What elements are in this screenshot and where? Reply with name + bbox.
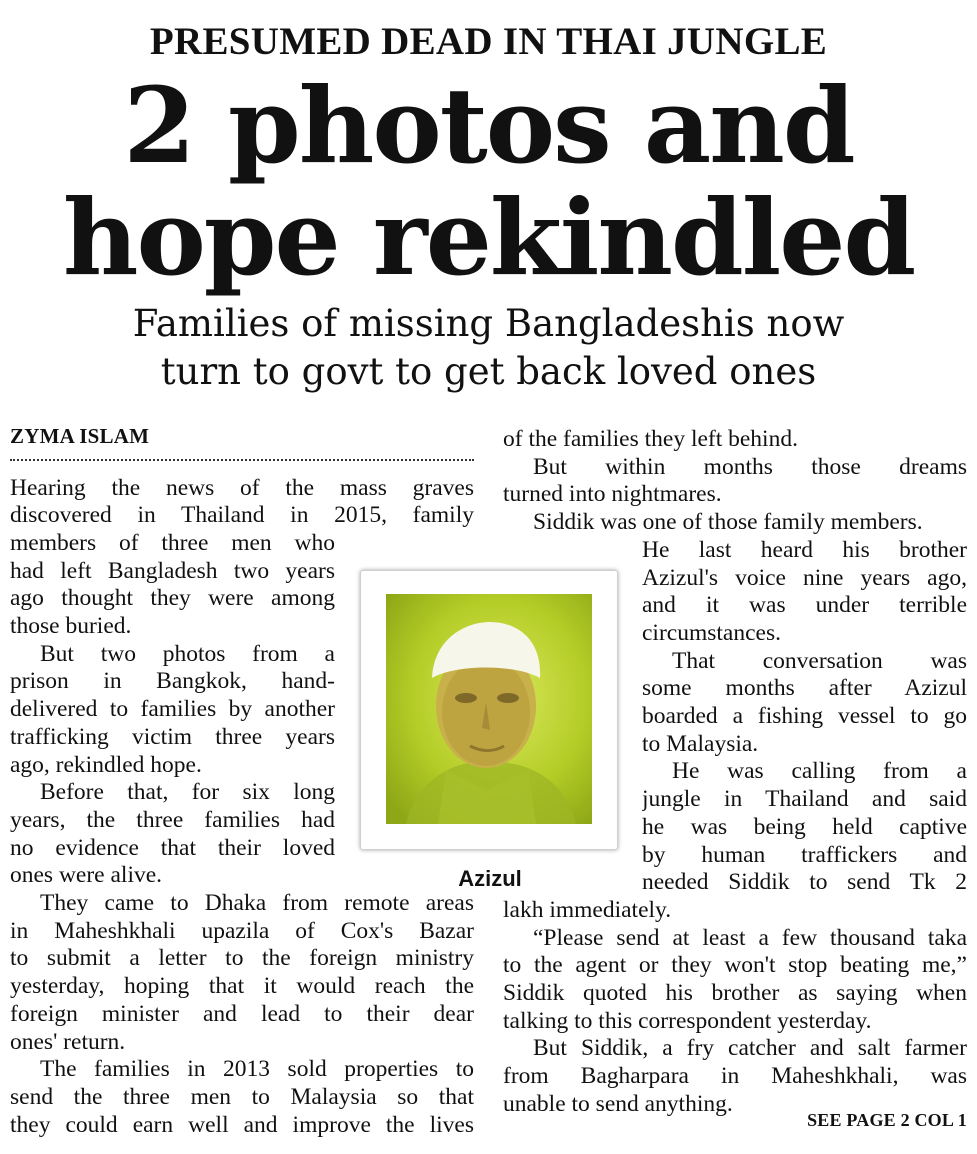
body-line: they could earn well and improve the lives	[10, 1111, 474, 1138]
byline-divider	[10, 459, 474, 461]
body-line: circumstances.	[642, 619, 781, 646]
body-line: in Maheshkhali upazila of Cox's Bazar	[10, 917, 474, 944]
body-line: boarded a fishing vessel to go	[642, 703, 967, 729]
azizul-photo	[386, 594, 592, 824]
body-line: turned into nightmares.	[503, 481, 722, 508]
body-line: needed Siddik to send Tk 2	[642, 869, 967, 896]
body-line: from Bagharpara in Maheshkhali, was	[503, 1063, 967, 1090]
body-line: Siddik was one of those family members.	[533, 509, 923, 536]
body-line: some months after Azizul	[642, 675, 967, 702]
body-line: He was calling from a	[672, 758, 967, 785]
body-line: Azizul's voice nine years ago,	[642, 564, 967, 591]
body-line: talking to this correspondent yesterday.	[503, 1007, 872, 1034]
body-line: discovered in Thailand in 2015, family	[10, 502, 474, 529]
body-line: ones were alive.	[10, 862, 163, 889]
body-line: yesterday, hoping that it would reach the	[10, 973, 474, 1000]
body-line: unable to send anything.	[503, 1090, 733, 1117]
kicker: PRESUMED DEAD IN THAI JUNGLE	[149, 20, 828, 63]
body-line: “Please send at least a few thousand taka	[533, 924, 967, 951]
body-line: years, the three families had	[10, 806, 335, 833]
body-line: members of three men who	[10, 529, 335, 556]
body-line: to Malaysia.	[642, 730, 759, 757]
body-line: prison in Bangkok, hand-	[10, 668, 335, 695]
body-line: ones' return.	[10, 1028, 126, 1055]
body-line: foreign minister and lead to their dear	[10, 1000, 474, 1027]
deck-line-2: turn to govt to get back loved ones	[160, 350, 817, 393]
body-line: of the families they left behind.	[503, 426, 798, 452]
body-line: But Siddik, a fry catcher and salt farmer	[533, 1035, 967, 1062]
body-line: delivered to families by another	[10, 696, 335, 723]
body-line: jungle in Thailand and said	[642, 786, 967, 813]
body-line: trafficking victim three years	[10, 723, 335, 750]
body-line: Hearing the news of the mass graves	[10, 474, 474, 501]
body-line: He last heard his brother	[642, 536, 967, 563]
body-line: Before that, for six long	[40, 779, 335, 806]
body-line: to submit a letter to the foreign ministry	[10, 945, 474, 972]
body-line: ago thought they were among	[10, 585, 335, 612]
body-line: The families in 2013 sold properties to	[40, 1056, 474, 1083]
body-line: by human traffickers and	[642, 841, 967, 868]
body-line: They came to Dhaka from remote areas	[40, 890, 474, 916]
body-line: and it was under terrible	[642, 592, 967, 619]
jump-line: SEE PAGE 2 COL 1	[807, 1110, 967, 1130]
body-line: to the agent or they won't stop beating me,”	[503, 952, 967, 979]
body-line: had left Bangladesh two years	[10, 557, 335, 584]
body-line: those buried.	[10, 613, 132, 639]
body-line: send the three men to Malaysia so that	[10, 1083, 474, 1110]
body-line: no evidence that their loved	[10, 834, 335, 861]
body-line: That conversation was	[672, 647, 967, 674]
body-line: But within months those dreams	[533, 453, 967, 480]
photo-caption: Azizul	[458, 866, 522, 891]
headline-line-1: 2 photos and	[123, 64, 854, 187]
byline: ZYMA ISLAM	[10, 424, 150, 448]
deck-line-1: Families of missing Bangladeshis now	[132, 302, 845, 345]
body-line: ago, rekindled hope.	[10, 751, 202, 778]
body-line: But two photos from a	[40, 640, 335, 667]
body-line: lakh immediately.	[503, 896, 672, 923]
body-line: Siddik quoted his brother as saying when	[503, 980, 967, 1006]
portrait-illustration	[386, 594, 592, 824]
body-line: he was being held captive	[642, 813, 967, 840]
headline-line-2: hope rekindled	[62, 176, 915, 299]
